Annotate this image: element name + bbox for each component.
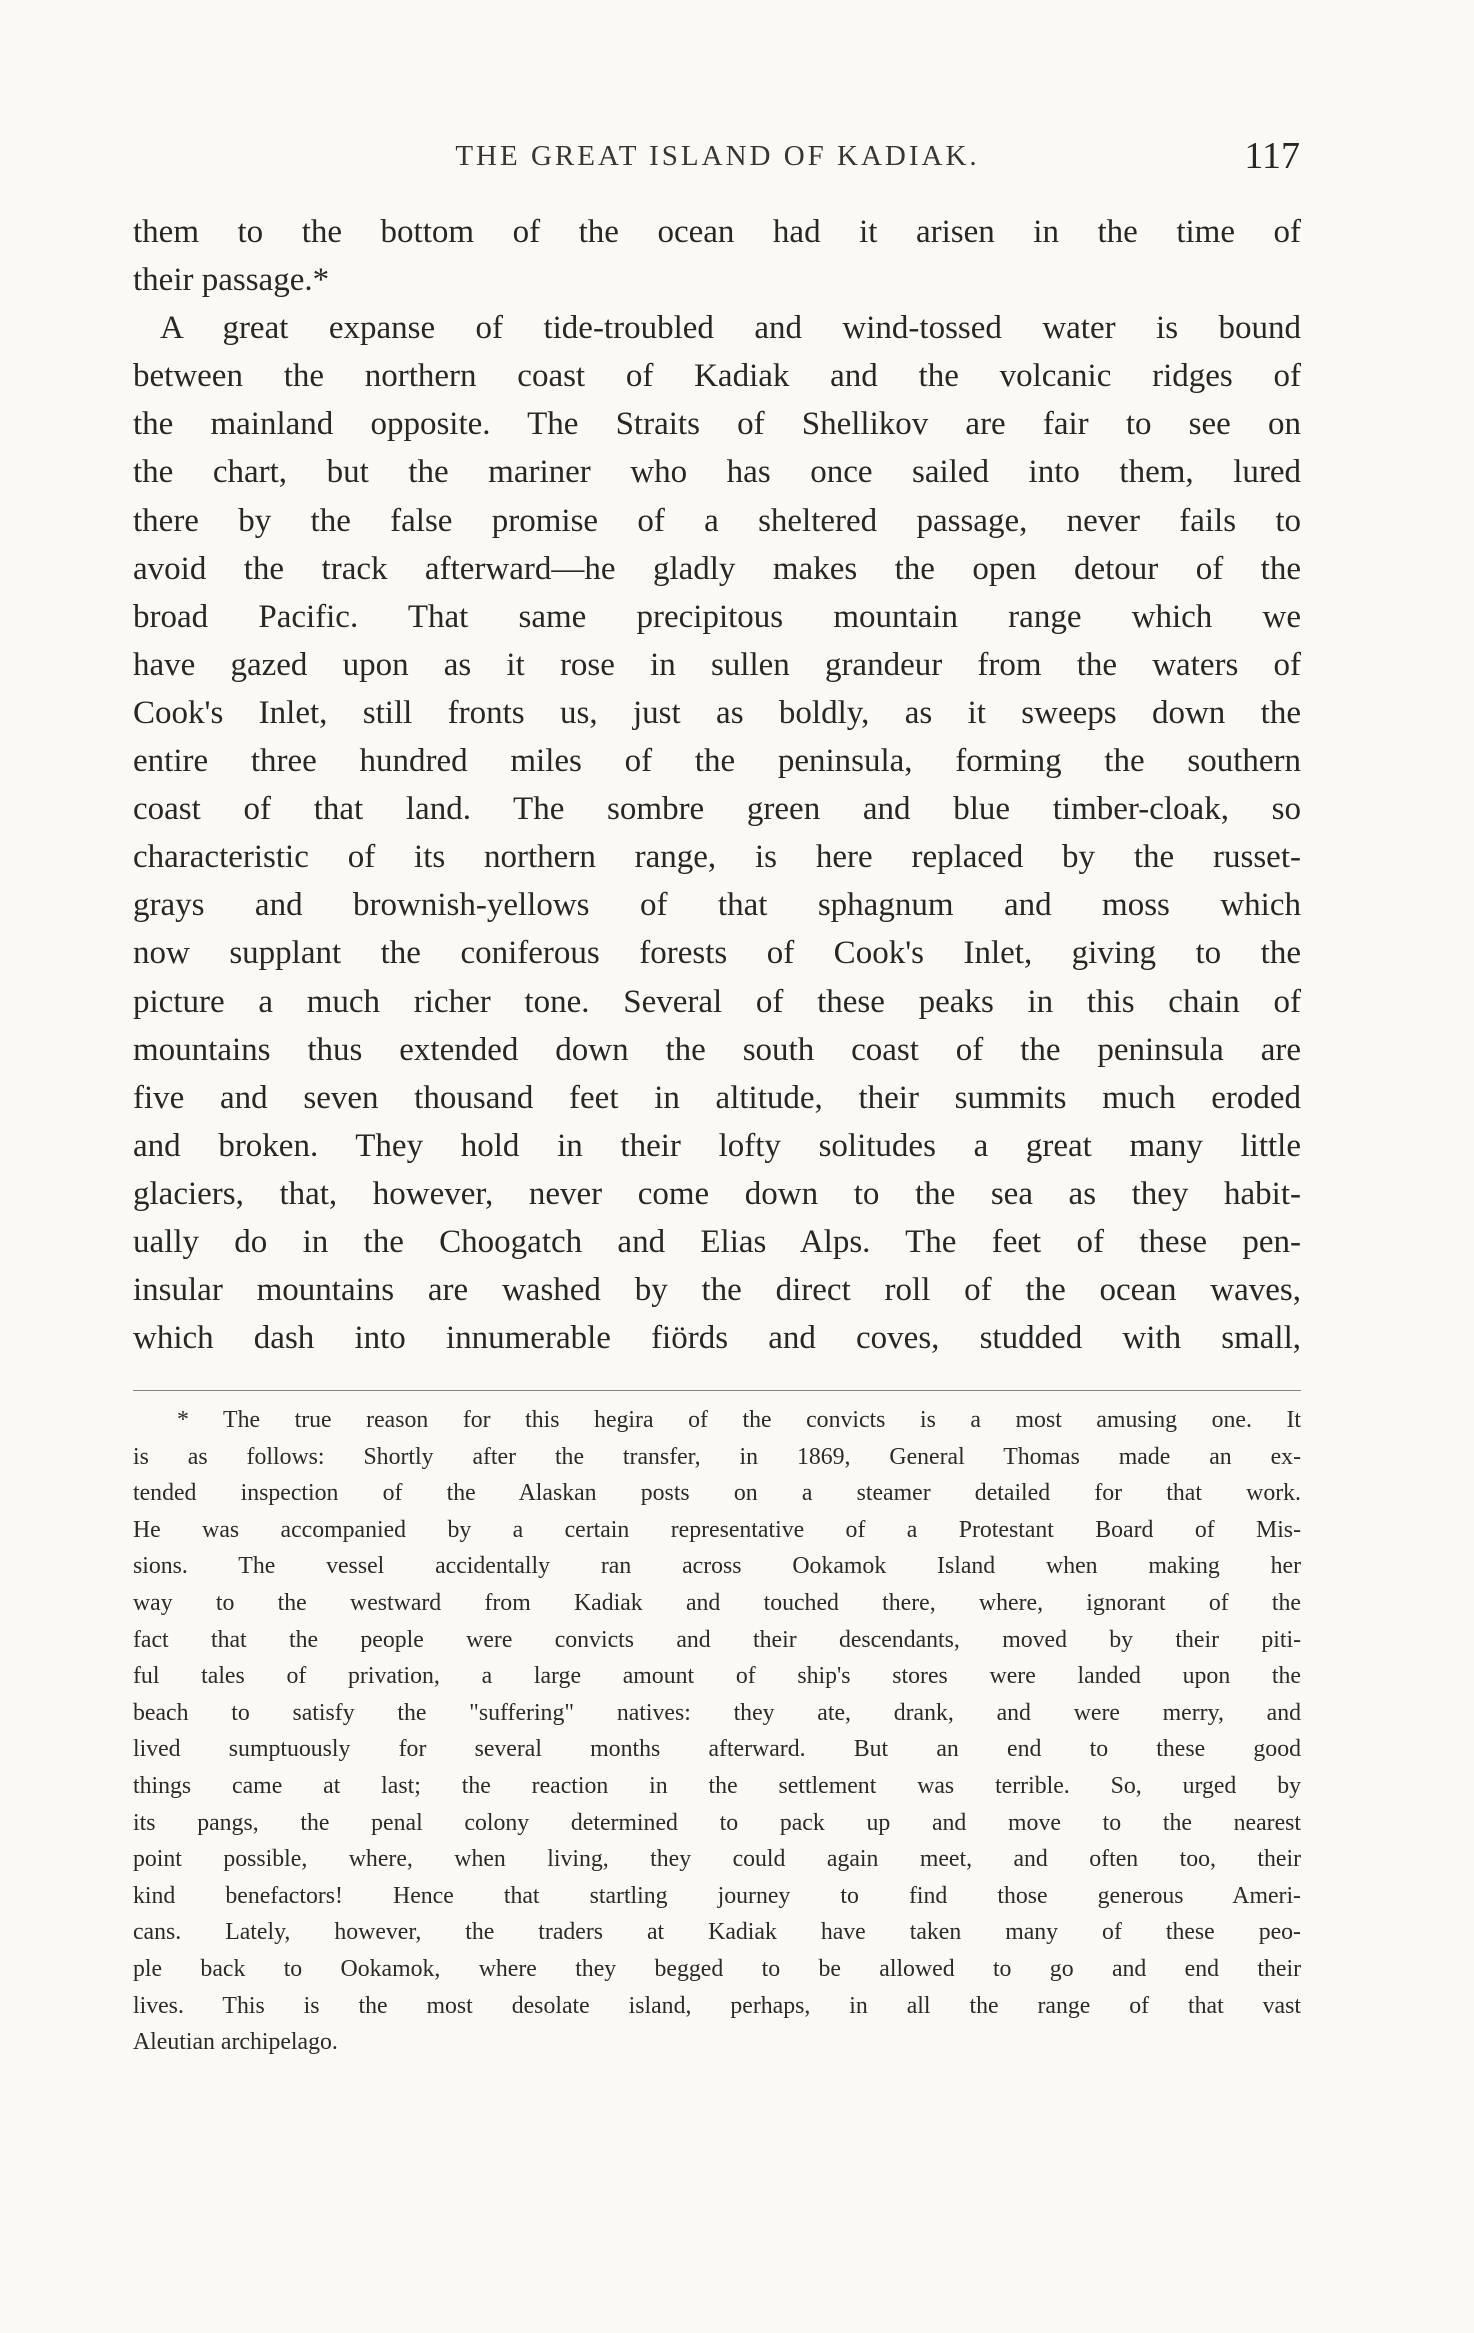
body-text — [133, 208, 1301, 1362]
body-line: and broken. They hold in their lofty solitudes a great many little — [133, 1127, 1301, 1164]
body-line: ually do in the Choogatch and Elias Alps. The feet of these pen- — [133, 1223, 1301, 1260]
footnote-line: kind benefactors! Hence that startling journey to find those generous Ameri- — [133, 1882, 1301, 1909]
footnote-line: beach to satisfy the "suffering" natives: they ate, drank, and were merry, and — [133, 1699, 1301, 1726]
footnote-line: Aleutian archipelago. — [133, 2029, 338, 2056]
footnote-line: He was accompanied by a certain representative of a Protestant Board of Mis- — [133, 1516, 1301, 1543]
footnote-line: ful tales of privation, a large amount of ship's stores were landed upon the — [133, 1663, 1301, 1690]
body-line: which dash into innumerable fiörds and coves, studded with small, — [133, 1320, 1301, 1357]
footnote-line: way to the westward from Kadiak and touched there, where, ignorant of the — [133, 1589, 1301, 1616]
footnote-line: point possible, where, when living, they could again meet, and often too, their — [133, 1846, 1301, 1873]
footnote-line: lives. This is the most desolate island, perhaps, in all the range of that vast — [133, 1992, 1301, 2019]
footnote-line: tended inspection of the Alaskan posts on a steamer detailed for that work. — [133, 1480, 1301, 1507]
body-line: picture a much richer tone. Several of these peaks in this chain of — [133, 983, 1301, 1020]
body-line: avoid the track afterward—he gladly makes the open detour of the — [133, 550, 1301, 587]
body-line: entire three hundred miles of the peninsula, forming the southern — [133, 743, 1301, 780]
body-line: mountains thus extended down the south coast of the peninsula are — [133, 1031, 1301, 1068]
footnote-line: * The true reason for this hegira of the convicts is a most amusing one. It — [177, 1407, 1301, 1433]
footnote-line: its pangs, the penal colony determined to pack up and move to the nearest — [133, 1809, 1301, 1836]
body-line: broad Pacific. That same precipitous mountain range which we — [133, 598, 1301, 635]
footnote-line: cans. Lately, however, the traders at Kadiak have taken many of these peo- — [133, 1919, 1301, 1946]
body-line: grays and brownish-yellows of that sphagnum and moss which — [133, 887, 1301, 924]
footnote-line: things came at last; the reaction in the settlement was terrible. So, urged by — [133, 1772, 1301, 1799]
body-line: them to the bottom of the ocean had it arisen in the time of — [133, 214, 1301, 250]
body-line: the mainland opposite. The Straits of Shellikov are fair to see on — [133, 406, 1301, 443]
body-line: five and seven thousand feet in altitude, their summits much eroded — [133, 1079, 1301, 1116]
body-line: Cook's Inlet, still fronts us, just as boldly, as it sweeps down the — [133, 694, 1301, 731]
page-header — [135, 135, 1300, 192]
body-line: there by the false promise of a sheltered passage, never fails to — [133, 502, 1301, 539]
footnote-line: ple back to Ookamok, where they begged to be allowed to go and end their — [133, 1955, 1301, 1982]
body-line: characteristic of its northern range, is here replaced by the russet- — [133, 839, 1301, 876]
running-head: THE GREAT ISLAND OF KADIAK. — [455, 140, 980, 172]
body-line: glaciers, that, however, never come down to the sea as they habit- — [133, 1175, 1301, 1212]
body-line: A great expanse of tide-troubled and wind-tossed water is bound — [160, 310, 1301, 347]
footnote — [133, 1402, 1301, 2061]
body-line: have gazed upon as it rose in sullen grandeur from the waters of — [133, 646, 1301, 683]
body-line: now supplant the coniferous forests of Cook's Inlet, giving to the — [133, 935, 1301, 972]
body-line: coast of that land. The sombre green and blue timber-cloak, so — [133, 791, 1301, 828]
body-line: insular mountains are washed by the direct roll of the ocean waves, — [133, 1272, 1301, 1309]
footnote-line: lived sumptuously for several months afterward. But an end to these good — [133, 1736, 1301, 1763]
footnote-line: sions. The vessel accidentally ran across Ookamok Island when making her — [133, 1553, 1301, 1580]
body-line: between the northern coast of Kadiak and the volcanic ridges of — [133, 358, 1301, 395]
footnote-line: fact that the people were convicts and their descendants, moved by their piti- — [133, 1626, 1301, 1653]
footnote-line: is as follows: Shortly after the transfer, in 1869, General Thomas made an ex- — [133, 1443, 1301, 1470]
footnote-divider — [133, 1390, 1301, 1391]
body-line: the chart, but the mariner who has once sailed into them, lured — [133, 454, 1301, 491]
body-line: their passage.* — [133, 262, 330, 299]
page-number: 117 — [1244, 135, 1300, 177]
